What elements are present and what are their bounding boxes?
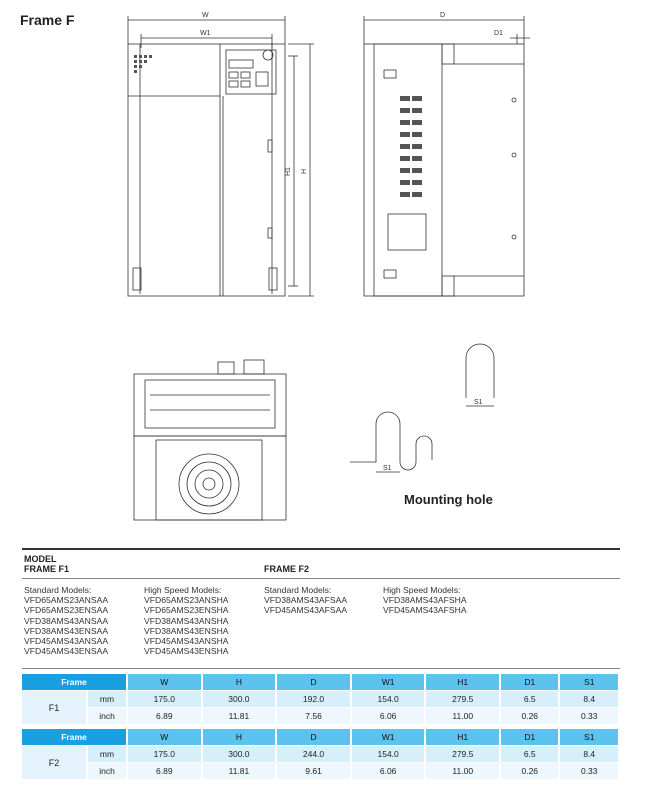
f1-standard-title: Standard Models:: [24, 585, 92, 595]
model-item: VFD65AMS23ANSAA: [24, 595, 109, 606]
model-item: VFD45AMS43AFSAA: [264, 605, 348, 616]
unit-cell: inch: [88, 708, 128, 725]
header-d1: D1: [501, 729, 560, 746]
value-cell: 0.26: [501, 708, 560, 725]
f2-high-speed-models: [383, 585, 467, 616]
value-cell: 300.0: [203, 746, 278, 763]
model-item: VFD45AMS43ENSAA: [24, 646, 109, 657]
header-h1: H1: [426, 674, 501, 691]
header-h: H: [203, 729, 278, 746]
value-cell: 6.89: [128, 763, 203, 780]
model-heading: [24, 554, 69, 574]
header-w1: W1: [352, 729, 427, 746]
spec-table-f1: [22, 674, 620, 725]
dim-w1: W1: [200, 30, 211, 37]
value-cell: 7.56: [277, 708, 352, 725]
table-header-row: [22, 674, 620, 691]
model-item: VFD65AMS23ENSHA: [144, 605, 229, 616]
value-cell: 154.0: [352, 691, 427, 708]
value-cell: 11.81: [203, 708, 278, 725]
value-cell: 279.5: [426, 691, 501, 708]
value-cell: 154.0: [352, 746, 427, 763]
frame-f1-label: F1: [22, 691, 88, 725]
value-cell: 192.0: [277, 691, 352, 708]
front-view: [128, 16, 314, 296]
model-rule: [22, 578, 620, 579]
table-row: [22, 691, 620, 708]
dim-s1-a: S1: [474, 399, 483, 406]
dim-w: W: [202, 12, 209, 19]
f1-high-speed-title: High Speed Models:: [144, 585, 222, 595]
model-item: VFD38AMS43AFSHA: [383, 595, 467, 606]
model-item: VFD65AMS23ANSHA: [144, 595, 229, 606]
value-cell: 11.00: [426, 763, 501, 780]
dim-d1: D1: [494, 30, 503, 37]
unit-cell: mm: [88, 691, 128, 708]
mounting-hole-shapes: [350, 344, 494, 472]
top-rule: [22, 548, 620, 550]
value-cell: 6.06: [352, 708, 427, 725]
header-w1: W1: [352, 674, 427, 691]
model-heading-line2: FRAME F1: [24, 564, 69, 574]
model-item: VFD45AMS43ANSAA: [24, 636, 109, 647]
side-view: [364, 16, 530, 296]
model-item: VFD38AMS43AFSAA: [264, 595, 348, 606]
model-item: VFD65AMS23ENSAA: [24, 605, 109, 616]
f2-standard-models: [264, 585, 347, 616]
spec-table-f2: [22, 729, 620, 780]
value-cell: 11.00: [426, 708, 501, 725]
f1-standard-models: [24, 585, 108, 656]
value-cell: 175.0: [128, 691, 203, 708]
bottom-view: [134, 360, 286, 520]
header-s1: S1: [560, 729, 620, 746]
value-cell: 0.26: [501, 763, 560, 780]
mounting-hole-label: Mounting hole: [404, 492, 493, 507]
header-d: D: [277, 729, 352, 746]
dim-d: D: [440, 12, 446, 19]
dim-h: H: [301, 168, 308, 174]
model-item: VFD45AMS43AFSHA: [383, 605, 467, 616]
f1-high-speed-models: [144, 585, 229, 656]
frame-title: Frame F: [20, 12, 75, 28]
table-row: [22, 763, 620, 780]
value-cell: 8.4: [560, 691, 620, 708]
model-item: VFD38AMS43ENSAA: [24, 625, 109, 636]
header-h: H: [203, 674, 278, 691]
unit-cell: inch: [88, 763, 128, 780]
dim-h1: H1: [285, 167, 292, 176]
value-cell: 6.89: [128, 708, 203, 725]
value-cell: 244.0: [277, 746, 352, 763]
f2-standard-title: Standard Models:: [264, 585, 332, 595]
header-w: W: [128, 729, 203, 746]
table-top-rule: [22, 668, 620, 669]
model-heading-line1: MODEL: [24, 554, 57, 564]
model-item: VFD38AMS43ENSHA: [144, 625, 229, 636]
value-cell: 6.06: [352, 763, 427, 780]
table-row: [22, 746, 620, 763]
table-row: [22, 708, 620, 725]
header-frame: Frame: [22, 674, 128, 691]
header-w: W: [128, 674, 203, 691]
f2-high-speed-title: High Speed Models:: [383, 585, 461, 595]
frame-f2-heading: FRAME F2: [264, 564, 309, 574]
header-frame: Frame: [22, 729, 128, 746]
model-item: VFD45AMS43ANSHA: [144, 636, 229, 647]
value-cell: 9.61: [277, 763, 352, 780]
header-d: D: [277, 674, 352, 691]
value-cell: 6.5: [501, 691, 560, 708]
value-cell: 0.33: [560, 763, 620, 780]
value-cell: 8.4: [560, 746, 620, 763]
value-cell: 11.81: [203, 763, 278, 780]
model-item: VFD45AMS43ENSHA: [144, 646, 229, 657]
header-h1: H1: [426, 729, 501, 746]
header-d1: D1: [501, 674, 560, 691]
value-cell: 300.0: [203, 691, 278, 708]
dim-s1-b: S1: [383, 465, 392, 472]
value-cell: 279.5: [426, 746, 501, 763]
frame-f2-label: F2: [22, 746, 88, 780]
value-cell: 175.0: [128, 746, 203, 763]
model-item: VFD38AMS43ANSAA: [24, 615, 109, 626]
value-cell: 0.33: [560, 708, 620, 725]
value-cell: 6.5: [501, 746, 560, 763]
model-item: VFD38AMS43ANSHA: [144, 615, 229, 626]
header-s1: S1: [560, 674, 620, 691]
table-header-row: [22, 729, 620, 746]
unit-cell: mm: [88, 746, 128, 763]
